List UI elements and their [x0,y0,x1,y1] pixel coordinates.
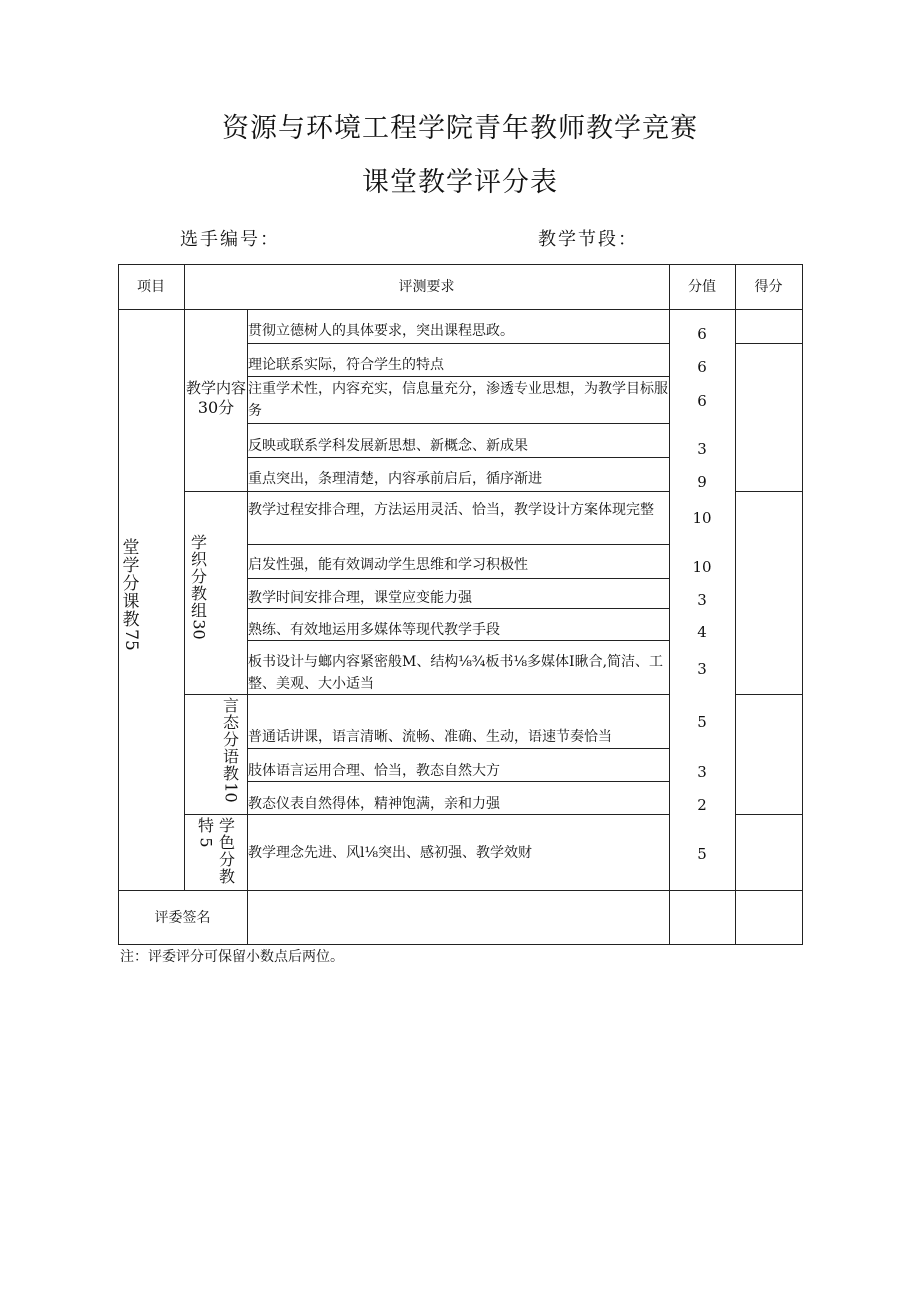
row-points: 10 [692,558,712,576]
row-points: 10 [692,509,712,527]
row-points: 2 [697,796,707,814]
group-organization [186,534,212,638]
group-char: 组 [190,601,207,620]
scoring-table [118,264,802,944]
row-divider [247,544,669,545]
row-divider [247,423,669,424]
group-content [184,378,248,418]
requirement-row: 教学过程安排合理，方法运用灵活、恰当，教学设计方案体现完整 [248,502,654,518]
header-points: 分值 [688,279,716,295]
row-divider [247,376,669,377]
group-feature-points: 5 [196,837,216,848]
row-divider [247,748,669,749]
group-language-points: 10 [221,782,241,803]
category-char: 学 [122,556,140,576]
category-char: 堂 [122,538,140,558]
requirement-row: 肢体语言运用合理、恰当，教态自然大方 [248,763,500,779]
group-char: 教 [222,764,239,783]
requirement-row: 贯彻立德树人的具体要求，突出课程思政。 [248,323,514,339]
group-content-label: 教学内容 [185,379,246,397]
signature-field[interactable] [248,891,669,944]
category-points: 75 [121,629,141,651]
row-points: 3 [697,440,707,458]
requirement-row: 理论联系实际，符合学生的特点 [248,357,444,373]
category-char: 课 [122,592,140,612]
teaching-section-label: 教学节段： [538,229,638,250]
requirement-row: 注重学术性，内容充实，信息量充分，渗透专业思想，为教学目标服务 [248,381,668,419]
table-border-top [118,264,802,265]
row-points: 3 [697,763,707,781]
group-content-points: 30分 [197,398,235,417]
table-border-bottom [118,944,803,945]
group-char: 教 [218,867,235,886]
row-divider [247,457,669,458]
score-divider [735,694,802,695]
title-line-2: 课堂教学评分表 [362,167,558,198]
group-char: 学 [190,533,207,552]
row-points: 6 [697,325,707,343]
group-char: 语 [222,747,239,766]
requirement-row: 普通话讲课，语言清晰、流畅、准确、生动，语速节奏恰当 [248,729,612,745]
group-char: 特 [197,816,214,835]
category-label [118,539,144,649]
header-item: 项目 [137,279,165,295]
row-points: 5 [697,845,707,863]
group-char: 学 [218,816,235,835]
requirement-row: 教态仪表自然得体，精神饱满，亲和力强 [248,796,500,812]
row-points: 4 [697,623,707,641]
group-char: 态 [222,713,239,732]
group-feature [215,817,239,885]
requirement-row: 熟练、有效地运用多媒体等现代教学手段 [248,622,500,638]
col-divider-score [735,264,736,944]
group-feature-col1 [196,817,216,851]
score-divider [735,814,802,815]
title-line-1: 资源与环境工程学院青年教师教学竞赛 [222,113,698,144]
row-divider [247,578,669,579]
requirement-row: 启发性强，能有效调动学生思维和学习积极性 [248,557,528,573]
requirement-row: 教学时间安排合理，课堂应变能力强 [248,590,472,606]
row-points: 6 [697,392,707,410]
group-char: 分 [190,567,207,586]
group-char: 教 [190,584,207,603]
signature-label: 评委签名 [154,910,211,926]
row-points: 3 [697,591,707,609]
group-language [218,697,244,801]
group-organization-points: 30 [189,619,209,640]
requirement-row: 重点突出，条理清楚，内容承前启后，循序渐进 [248,471,542,487]
score-divider [735,343,802,344]
header-requirement: 评测要求 [398,279,455,295]
footnote: 注：评委评分可保留小数点后两位。 [120,949,344,965]
score-divider [735,491,802,492]
group-char: 织 [190,550,207,569]
requirement-row: 反映或联系学科发展新思想、新概念、新成果 [248,438,528,454]
category-char: 教 [122,610,140,630]
row-divider [247,343,669,344]
header-divider [118,309,802,310]
contestant-number-label: 选手编号： [180,229,280,250]
group-char: 分 [218,850,235,869]
requirement-row: 教学理念先进、风l⅛突出、感初强、教学效财 [248,845,533,861]
row-points: 6 [697,358,707,376]
group-char: 言 [222,696,239,715]
header-score: 得分 [754,279,783,295]
table-border-right [802,264,803,945]
row-points: 9 [697,473,707,491]
category-char: 分 [122,574,140,594]
group-char: 分 [222,730,239,749]
group-char: 色 [218,833,235,852]
group-divider-1 [184,491,669,492]
requirement-row: 板书设计与螂内容紧密般M、结构⅛¾板书⅛多媒体I瞅合,简洁、工整、美观、大小适当 [248,654,664,692]
row-points: 5 [697,713,707,731]
row-points: 3 [697,660,707,678]
